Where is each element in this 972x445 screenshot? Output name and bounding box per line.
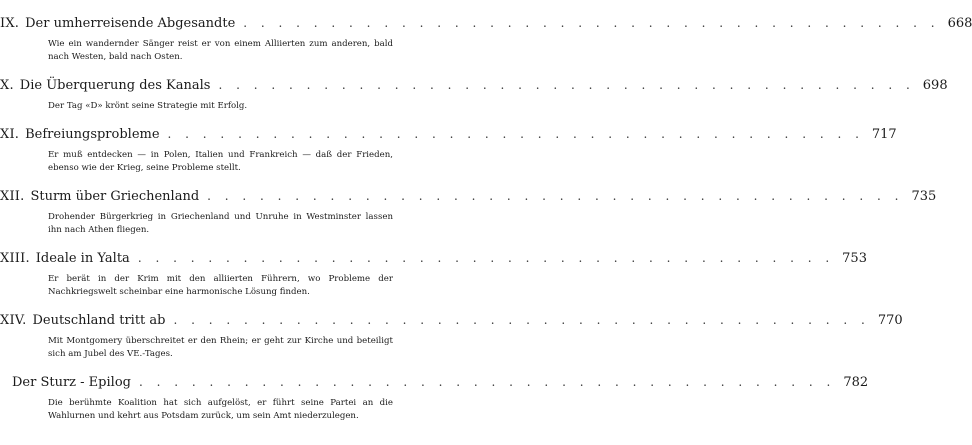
chapter-description: Wie ein wandernder Sänger reist er von einem Alliierten zum anderen, bald nach Westen, bald nach Osten.: [48, 39, 393, 62]
chapter-title: Die Überquerung des Kanals: [19, 78, 211, 93]
chapter-description: Die berühmte Koalition hat sich aufgelöst, er führt seine Partei an die Wahlurnen und kehrt aus Potsdam zurück, um sein Amt niederzulegen.: [48, 398, 393, 421]
toc-entry-xiv: [0, 313, 903, 361]
toc-entry-xiii: [0, 251, 867, 299]
dot-leader: . . . . . . . . . . . . . . . . . . . . . . . . . . . . . . . . . . . . . . . .: [137, 251, 835, 265]
toc-entry-xi: [0, 127, 897, 175]
chapter-description: Er muß entdecken — in Polen, Italien und Frankreich — daß der Frieden, ebenso wie der Krieg, seine Probleme stellt.: [48, 150, 393, 173]
chapter-description: Er berät in der Krim mit den alliierten Führern, wo Probleme der Nachkriegswelt scheinbar eine harmonische Lösung finden.: [48, 274, 393, 297]
toc-entry-heading: [0, 127, 897, 147]
toc-entry-heading: [0, 375, 869, 395]
dot-leader: . . . . . . . . . . . . . . . . . . . . . . . . . . . . . . . . . . . . . . . .: [138, 375, 836, 389]
page-number: 735: [911, 189, 937, 204]
dot-leader: . . . . . . . . . . . . . . . . . . . . . . . . . . . . . . . . . . . . . . . .: [173, 313, 870, 327]
toc-entry-heading: [0, 78, 948, 98]
table-of-contents: [0, 16, 972, 437]
chapter-number: XIII.: [0, 251, 30, 266]
page-number: 698: [922, 78, 948, 93]
chapter-title: Sturm über Griechenland: [30, 189, 200, 204]
toc-entry-heading: [0, 189, 937, 209]
page-number: 753: [842, 251, 867, 266]
dot-leader: . . . . . . . . . . . . . . . . . . . . . . . . . . . . . . . . . . . . . . . .: [167, 127, 864, 141]
chapter-description: Mit Montgomery überschreitet er den Rhein; er geht zur Kirche und beteiligt sich am Jubel des VE.-Tages.: [48, 336, 393, 359]
page-number: 770: [877, 313, 903, 328]
toc-entry-x: [0, 78, 948, 113]
chapter-description: Drohender Bürgerkrieg in Griechenland und Unruhe in Westminster lassen ihn nach Athen fliegen.: [48, 212, 393, 235]
toc-entry-heading: [0, 313, 903, 333]
page-number: 717: [871, 127, 897, 142]
dot-leader: . . . . . . . . . . . . . . . . . . . . . . . . . . . . . . . . . . . . . . . .: [207, 189, 904, 203]
chapter-number: IX.: [0, 16, 20, 31]
toc-entry-heading: [0, 16, 972, 36]
page-number: 668: [947, 16, 972, 31]
chapter-title: Der umherreisende Abgesandte: [25, 16, 236, 31]
chapter-title: Deutschland tritt ab: [32, 313, 166, 328]
toc-entry-heading: [0, 251, 867, 271]
chapter-title: Der Sturz - Epilog: [12, 375, 131, 390]
toc-entry-epilog: [0, 375, 869, 423]
chapter-number: XI.: [0, 127, 20, 142]
chapter-title: Befreiungsprobleme: [25, 127, 160, 142]
page-number: 782: [843, 375, 869, 390]
dot-leader: . . . . . . . . . . . . . . . . . . . . . . . . . . . . . . . . . . . . . . . .: [243, 16, 940, 30]
chapter-number: X.: [0, 78, 14, 93]
toc-entry-ix: [0, 16, 972, 64]
chapter-description: Der Tag «D» krönt seine Strategie mit Erfolg.: [48, 101, 248, 111]
chapter-number: XIV.: [0, 313, 27, 328]
dot-leader: . . . . . . . . . . . . . . . . . . . . . . . . . . . . . . . . . . . . . . . .: [218, 78, 915, 92]
toc-entry-xii: [0, 189, 937, 237]
chapter-title: Ideale in Yalta: [35, 251, 130, 266]
chapter-number: XII.: [0, 189, 25, 204]
